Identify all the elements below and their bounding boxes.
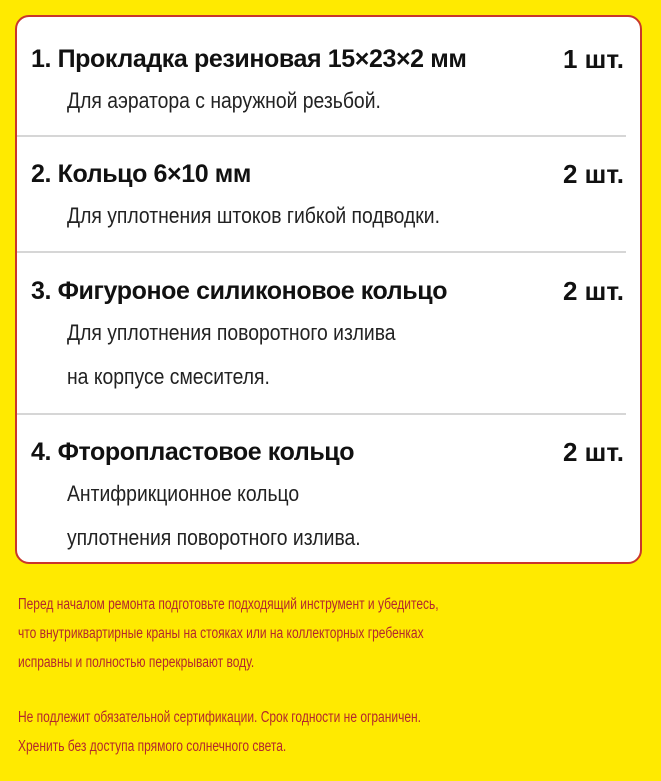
note-line: Перед началом ремонта подготовьте подходящий инструмент и убедитесь, bbox=[18, 596, 439, 613]
item-description-line: на корпусе смесителя. bbox=[67, 364, 270, 389]
item-header bbox=[17, 273, 640, 313]
parts-list-item bbox=[17, 156, 640, 228]
parts-list-panel bbox=[15, 15, 642, 564]
note-line: что внутриквартирные краны на стояках или на коллекторных гребенках bbox=[18, 625, 424, 642]
certification-storage-note bbox=[18, 703, 505, 761]
item-header bbox=[17, 434, 640, 474]
divider bbox=[17, 413, 626, 415]
item-quantity: 2 шт. bbox=[562, 276, 624, 306]
item-title bbox=[31, 156, 251, 192]
divider bbox=[17, 251, 626, 253]
item-title bbox=[31, 434, 354, 470]
item-header bbox=[17, 41, 640, 81]
note-line: Хренить без доступа прямого солнечного света. bbox=[18, 738, 287, 755]
item-quantity: 1 шт. bbox=[562, 44, 624, 74]
item-quantity: 2 шт. bbox=[562, 437, 624, 467]
item-name: Фторопластовое кольцо bbox=[57, 438, 355, 466]
note-line: Не подлежит обязательной сертификации. Срок годности не ограничен. bbox=[18, 709, 421, 726]
item-description-line: Антифрикционное кольцо bbox=[67, 481, 300, 506]
item-title bbox=[31, 41, 466, 77]
item-description-line: Для уплотнения поворотного излива bbox=[67, 320, 396, 345]
item-description: Для аэратора с наружной резьбой. bbox=[67, 88, 381, 113]
item-number: 3. bbox=[31, 277, 52, 305]
parts-list-item bbox=[17, 434, 640, 550]
safety-warning-note bbox=[18, 590, 505, 677]
item-name: Фигуроное силиконовое кольцо bbox=[57, 277, 448, 305]
item-description-line: уплотнения поворотного излива. bbox=[67, 525, 361, 550]
item-name: Кольцо 6×10 мм bbox=[57, 160, 251, 188]
item-name: Прокладка резиновая 15×23×2 мм bbox=[57, 45, 467, 73]
parts-list-item bbox=[17, 273, 640, 389]
item-number: 4. bbox=[31, 438, 52, 466]
note-line: исправны и полностью перекрывают воду. bbox=[18, 654, 255, 671]
item-number: 2. bbox=[31, 160, 52, 188]
parts-list-item bbox=[17, 41, 640, 113]
divider bbox=[17, 135, 626, 137]
item-header bbox=[17, 156, 640, 196]
item-description: Для уплотнения штоков гибкой подводки. bbox=[67, 203, 440, 228]
item-title bbox=[31, 273, 447, 309]
item-quantity: 2 шт. bbox=[562, 159, 624, 189]
item-number: 1. bbox=[31, 45, 52, 73]
